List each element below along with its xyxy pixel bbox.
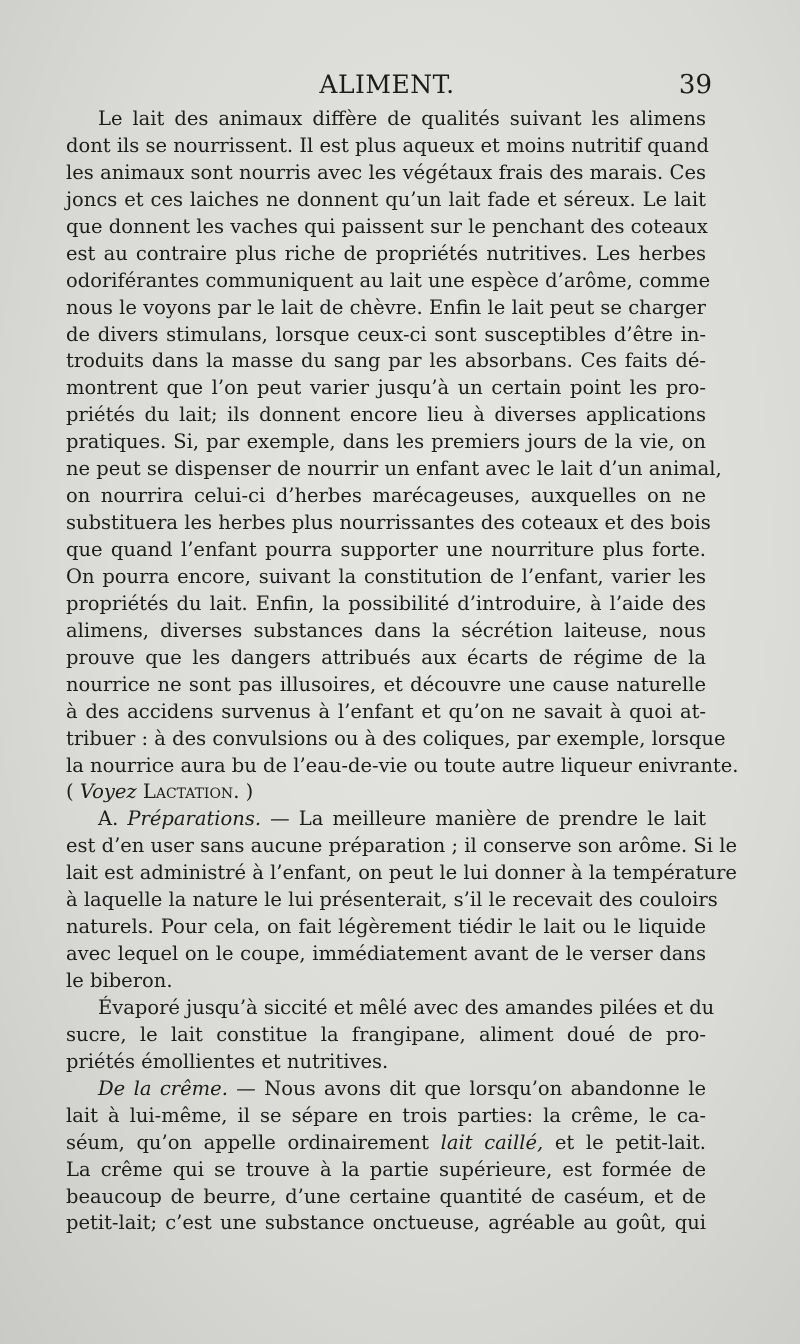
text-line <box>66 1103 706 1130</box>
text-line <box>66 1157 706 1184</box>
text-run-t: montrent que l’on peut varier jusqu’à un certain point les pro- <box>66 376 706 400</box>
text-run-t: nous le voyons par le lait de chèvre. Enfin le lait peut se charger <box>66 295 706 319</box>
text-line <box>66 106 706 133</box>
text-run-post: — Nous avons dit que lorsqu’on abandonne le <box>227 1076 706 1100</box>
text-line <box>66 295 706 322</box>
text-line <box>66 591 706 618</box>
text-run-t: beaucoup de beurre, d’une certaine quantité de caséum, et de <box>66 1184 706 1208</box>
text-run-t: les animaux sont nourris avec les végétaux frais des marais. Ces <box>66 160 706 184</box>
text-run-post: — La meilleure manière de prendre le lait <box>261 807 706 831</box>
text-run-it: De la crême. <box>98 1076 228 1100</box>
text-line <box>66 1022 706 1049</box>
text-line <box>66 1210 706 1237</box>
text-run-t: à des accidens survenus à l’enfant et qu’on ne savait à quoi at- <box>66 699 706 723</box>
text-line <box>66 214 706 241</box>
text-run-t: est au contraire plus riche de propriétés nutritives. Les herbes <box>66 241 706 265</box>
text-line <box>66 968 706 995</box>
text-run-t: tribuer : à des convulsions ou à des coliques, par exemple, lorsque <box>66 726 726 750</box>
text-line <box>66 268 711 295</box>
text-run-t: naturels. Pour cela, on fait légèrement tiédir le lait ou le liquide <box>66 915 706 939</box>
text-line <box>66 348 706 375</box>
text-line <box>66 456 722 483</box>
text-line <box>66 941 706 968</box>
text-run-t: Évaporé jusqu’à siccité et mêlé avec des amandes pilées et du <box>98 995 715 1019</box>
text-run-t: ne peut se dispenser de nourrir un enfant avec le lait d’un animal, <box>66 457 722 481</box>
text-run-t: priétés émollientes et nutritives. <box>66 1049 389 1073</box>
text-line <box>66 887 718 914</box>
text-line <box>66 1076 706 1103</box>
text-line <box>66 375 706 402</box>
text-line <box>66 510 711 537</box>
text-line <box>66 833 737 860</box>
text-run-post: et le petit-lait. <box>543 1130 706 1154</box>
text-run-t: alimens, diverses substances dans la sécrétion laiteuse, nous <box>66 618 706 642</box>
text-line <box>66 699 706 726</box>
text-run-t: que quand l’enfant pourra supporter une nourriture plus forte. <box>66 538 706 561</box>
text-run-t: avec lequel on le coupe, immédiatement avant de le verser dans <box>66 942 706 966</box>
text-run-t: Le lait des animaux diffère de qualités suivant les alimens <box>98 107 706 130</box>
text-run-pre: ( <box>66 780 80 804</box>
text-line <box>66 429 706 456</box>
text-run-pre: séum, qu’on appelle ordinairement <box>66 1130 441 1154</box>
text-run-it: lait caillé, <box>440 1130 544 1154</box>
text-line <box>66 914 706 941</box>
text-line <box>66 537 706 564</box>
text-line <box>66 241 706 268</box>
text-line <box>66 1130 706 1157</box>
text-run-t: propriétés du lait. Enfin, la possibilité d’introduire, à l’aide des <box>66 591 706 615</box>
text-line <box>66 726 726 753</box>
text-run-t: de divers stimulans, lorsque ceux-ci sont susceptibles d’être in- <box>66 322 706 346</box>
text-run-t: troduits dans la masse du sang par les absorbans. Ces faits dé- <box>66 349 706 373</box>
text-run-t: on nourrira celui-ci d’herbes marécageuses, auxquelles on ne <box>66 484 706 508</box>
text-run-post: . ) <box>233 780 254 804</box>
text-run-t: pratiques. Si, par exemple, dans les premiers jours de la vie, on <box>66 430 706 454</box>
text-line <box>66 860 737 887</box>
text-run-t: que donnent les vaches qui paissent sur le penchant des coteaux <box>66 214 708 238</box>
text-run-t: petit-lait; c’est une substance onctueuse, agréable au goût, qui <box>66 1211 706 1235</box>
text-line <box>66 402 706 429</box>
text-run-it: Préparations. <box>127 807 262 831</box>
page-header <box>62 70 712 110</box>
text-run-t: le biberon. <box>66 969 173 992</box>
text-line <box>66 160 706 187</box>
text-run-t: la nourrice aura bu de l’eau-de-vie ou toute autre liqueur enivrante. <box>66 753 739 777</box>
text-line <box>66 1184 706 1211</box>
text-line <box>66 187 706 214</box>
text-run-t: substituera les herbes plus nourrissantes des coteaux et des bois <box>66 511 711 535</box>
text-run-t: On pourra encore, suivant la constitution de l’enfant, varier les <box>66 564 706 588</box>
text-run-t: priétés du lait; ils donnent encore lieu à diverses applications <box>66 403 706 427</box>
text-run-t: nourrice ne sont pas illusoires, et découvre une cause naturelle <box>66 672 706 696</box>
text-run-t: prouve que les dangers attribués aux écarts de régime de la <box>66 645 706 669</box>
text-run-t: La crême qui se trouve à la partie supérieure, est formée de <box>66 1157 706 1181</box>
text-run-pre: A. <box>98 807 128 831</box>
text-run-t: sucre, le lait constitue la frangipane, aliment doué de pro- <box>66 1022 706 1046</box>
text-line <box>66 483 706 510</box>
text-run-t: joncs et ces laiches ne donnent qu’un lait fade et séreux. Le lait <box>66 187 706 211</box>
page-number: 39 <box>678 70 712 100</box>
text-run-t: lait à lui-même, il se sépare en trois parties: la crême, le ca- <box>66 1103 706 1127</box>
text-run-t: à laquelle la nature le lui présenterait, s’il le recevait des couloirs <box>66 888 718 912</box>
text-run-t: dont ils se nourrissent. Il est plus aqueux et moins nutritif quand <box>66 133 710 157</box>
text-line <box>66 564 706 591</box>
text-run-t: lait est administré à l’enfant, on peut le lui donner à la température <box>66 861 737 885</box>
text-run-it: Voyez <box>79 780 137 804</box>
text-line <box>66 753 739 780</box>
text-line <box>66 133 710 160</box>
text-line <box>66 779 706 806</box>
running-head: ALIMENT. <box>319 70 455 99</box>
text-line <box>66 672 706 699</box>
text-line <box>66 645 706 672</box>
text-run-sc: Lactation <box>142 780 234 804</box>
text-line <box>66 806 706 833</box>
text-line <box>66 322 706 349</box>
text-line <box>66 618 706 645</box>
text-run-t: odoriférantes communiquent au lait une espèce d’arôme, comme <box>66 268 711 292</box>
body-text <box>66 106 739 1237</box>
text-run-t: est d’en user sans aucune préparation ; il conserve son arôme. Si le <box>66 834 737 858</box>
text-line <box>66 995 715 1022</box>
text-line <box>66 1049 706 1076</box>
